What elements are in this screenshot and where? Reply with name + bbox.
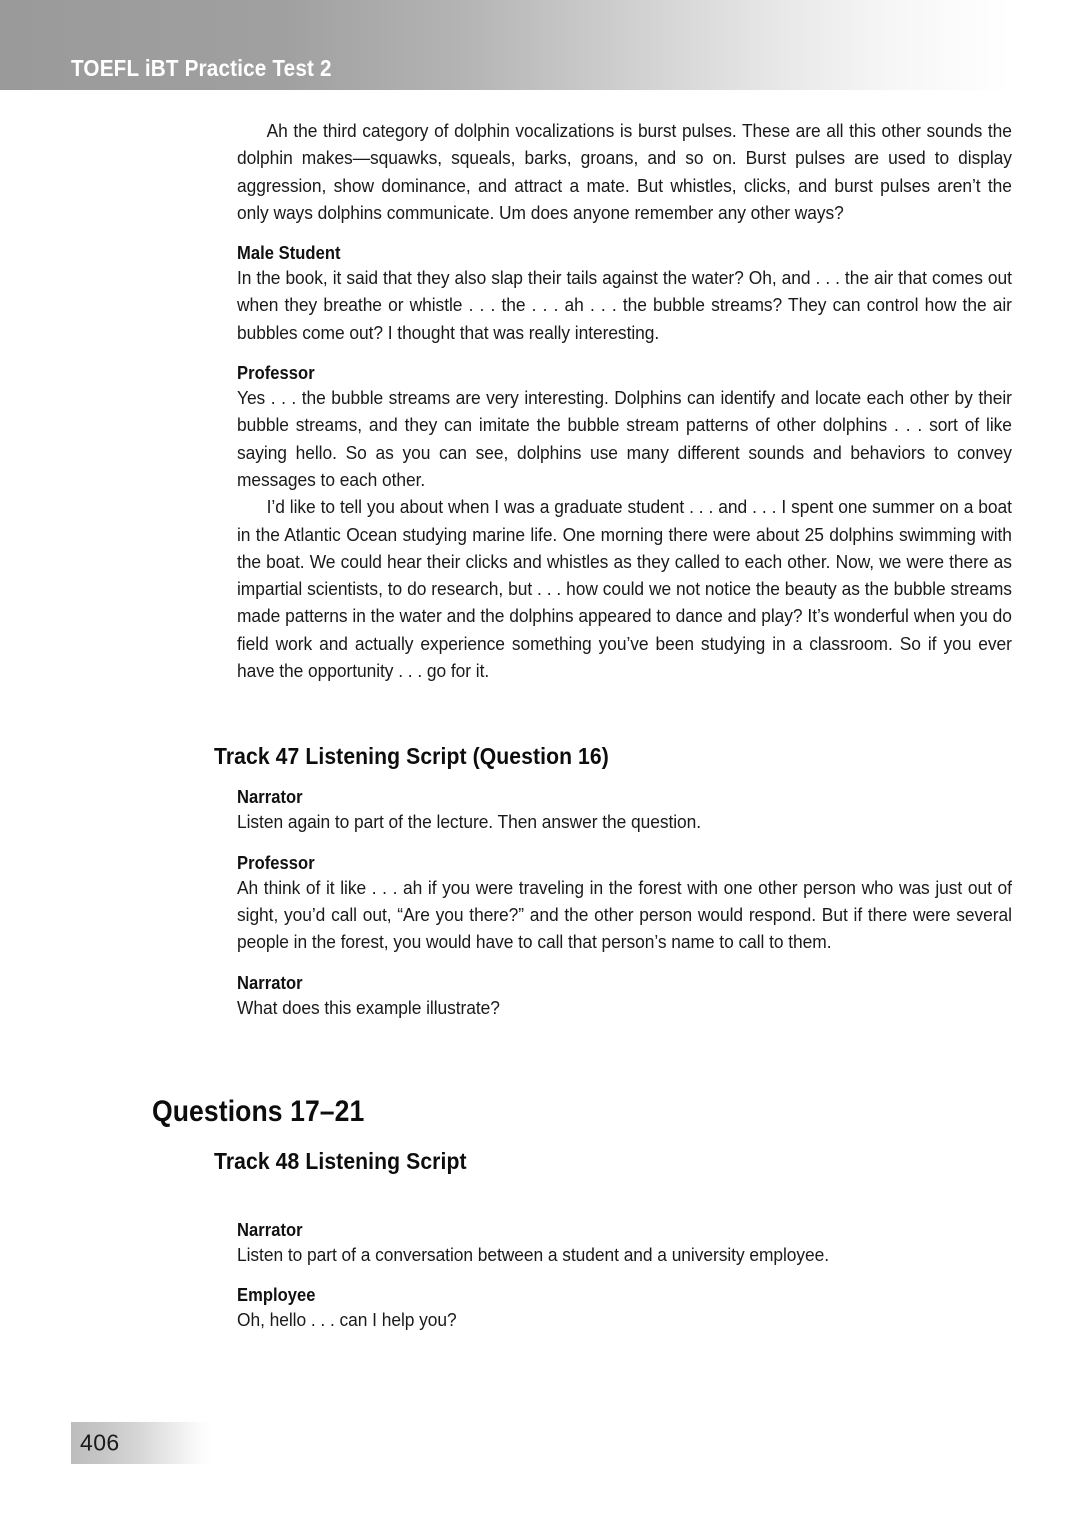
spacer [0,837,1080,851]
speaker-label-narrator-3: Narrator [237,1218,303,1240]
professor-block-1 [237,361,1012,685]
track-48-employee-block [237,1283,1012,1334]
track-47-heading: Track 47 Listening Script (Question 16) [214,743,609,770]
questions-17-21-heading: Questions 17–21 [152,1094,365,1128]
professor-paragraph-2: I’d like to tell you about when I was a graduate student . . . and . . . I spent one summer on a boat in the Atlantic Ocean studying marine life. One morning there were about 25 dolphins swimming with the boat. We could hear their clicks and whistles as they called to each other. Now, we were there as impartial scientists, to do research, but . . . how could we not notice the beauty as the bubble streams made patterns in the water and the dolphins appeared to dance and play? It’s wonderful when you do field work and actually experience something you’ve been studying in a classroom. So if you ever have the opportunity . . . go for it. [237,497,1012,682]
spacer [0,1022,1080,1094]
narrator-text-2: What does this example illustrate? [237,997,500,1018]
page-footer-banner [71,1422,212,1464]
spacer [0,1269,1080,1283]
track-47-narrator-block-2 [237,971,1012,1022]
spacer [0,1176,1080,1218]
professor-paragraph-1: Yes . . . the bubble streams are very interesting. Dolphins can identify and locate each other by their bubble streams, and they can imitate the bubble stream patterns of other dolphins . . . sort of like saying hello. So as you can see, dolphins use many different sounds and behaviors to convey messages to each other. [237,388,1012,490]
spacer [0,347,1080,361]
track-48-heading: Track 48 Listening Script [214,1147,467,1174]
track-48-narrator-block [237,1218,1012,1269]
track-47-professor-block [237,851,1012,957]
speaker-label-employee: Employee [237,1284,316,1306]
spacer [0,771,1080,785]
narrator-text-1: Listen again to part of the lecture. Then answer the question. [237,812,702,833]
spacer [0,227,1080,241]
lecture-continuation-block [237,118,1012,227]
speaker-label-narrator-1: Narrator [237,786,303,808]
professor-text-track-47: Ah think of it like . . . ah if you were traveling in the forest with one other person who was just out of sight, you’d call out, “Are you there?” and the other person would respond. But if there were several people in the forest, you would have to call that person’s name to call to them. [237,877,1012,953]
spacer [0,685,1080,741]
male-student-block [237,241,1012,347]
speaker-label-male-student: Male Student [237,242,341,264]
spacer [0,1130,1080,1146]
lecture-continuation-paragraph: Ah the third category of dolphin vocalizations is burst pulses. These are all this other sounds the dolphin makes—squawks, squeals, barks, groans, and so on. Burst pulses are used to display aggression, show dominance, and attract a mate. But whistles, clicks, and burst pulses aren’t the only ways dolphins communicate. Um does anyone remember any other ways? [237,121,1012,223]
page-content [0,118,1080,1334]
speaker-label-professor-2: Professor [237,851,315,873]
page-header-banner [0,0,1010,90]
speaker-label-professor-1: Professor [237,362,315,384]
track-47-narrator-block-1 [237,785,1012,836]
spacer [0,957,1080,971]
employee-text: Oh, hello . . . can I help you? [237,1310,457,1331]
speaker-label-narrator-2: Narrator [237,971,303,993]
page-number: 406 [80,1429,120,1456]
page-header-title: TOEFL iBT Practice Test 2 [71,55,332,81]
male-student-paragraph: In the book, it said that they also slap their tails against the water? Oh, and . . . the air that comes out when they breathe or whistle . . . the . . . ah . . . the bubble streams? They can control how the air bubbles come out? I thought that was really interesting. [237,268,1012,343]
narrator-text-3: Listen to part of a conversation between a student and a university employee. [237,1244,830,1265]
